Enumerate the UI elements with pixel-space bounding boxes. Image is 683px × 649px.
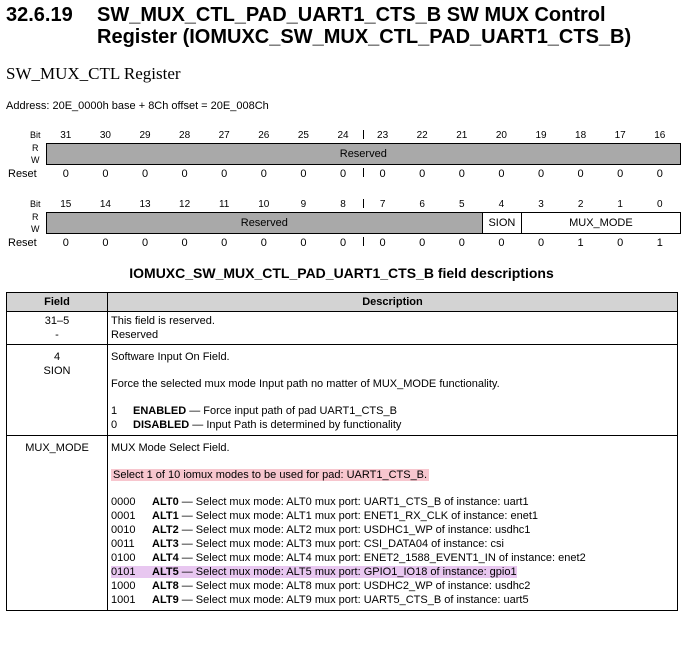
mux-mode-alt-name: ALT2 xyxy=(152,524,179,536)
reset-value: 0 xyxy=(102,237,109,249)
bit-number: 19 xyxy=(535,130,547,141)
register-field-reserved: Reserved xyxy=(46,143,681,165)
mux-mode-alt-name: ALT0 xyxy=(152,496,179,508)
field-name: MUX_MODE xyxy=(25,442,89,454)
bit-number: 31 xyxy=(60,130,72,141)
write-row-label: W xyxy=(31,224,40,234)
register-address: Address: 20E_0000h base + 8Ch offset = 20E_008Ch xyxy=(6,100,269,112)
option-name: DISABLED xyxy=(133,419,190,431)
mux-mode-alt-list xyxy=(111,495,674,607)
register-field-reserved: Reserved xyxy=(46,212,483,234)
mux-mode-code: 0100 xyxy=(111,552,136,564)
bit-number: 0 xyxy=(657,199,663,210)
reset-value: 0 xyxy=(300,168,307,180)
reset-value: 0 xyxy=(141,168,149,180)
sion-options-list xyxy=(111,404,674,432)
field-bits: 31–5 xyxy=(44,315,70,327)
mux-mode-alt-description: — Select mux mode: ALT1 mux port: ENET1_RX_CLK of instance: enet1 xyxy=(178,510,538,522)
mux-mode-code: 0011 xyxy=(111,538,135,550)
mux-mode-alt-description: — Select mux mode: ALT3 mux port: CSI_DATA04 of instance: csi xyxy=(178,538,504,550)
mux-mode-option xyxy=(111,551,674,565)
reset-value: 0 xyxy=(62,168,69,180)
option-value: 1 xyxy=(111,405,118,417)
bit-number: 17 xyxy=(614,130,626,141)
table-header-row xyxy=(7,293,678,312)
bit-number: 9 xyxy=(300,199,307,210)
sion-title: Software Input On Field. xyxy=(111,351,230,363)
register-field-sion: SION xyxy=(482,212,523,234)
bit-number: 1 xyxy=(617,199,623,210)
reset-value: 0 xyxy=(617,237,624,249)
reset-value: 0 xyxy=(221,237,228,249)
mux-mode-alt-name: ALT1 xyxy=(152,510,179,522)
section-title: SW_MUX_CTL_PAD_UART1_CTS_B SW MUX Control Register (IOMUXC_SW_MUX_CTL_PAD_UART1_CTS_B) xyxy=(97,4,632,48)
bit-row-label: Bit xyxy=(30,130,41,140)
reset-value: 0 xyxy=(102,168,109,180)
reset-value: 0 xyxy=(181,237,188,249)
sion-option xyxy=(111,404,674,418)
read-row-label: R xyxy=(32,143,39,153)
reset-value: 0 xyxy=(339,168,347,180)
reset-value: 1 xyxy=(577,237,584,249)
table-row-sion xyxy=(7,345,678,436)
mux-mode-option xyxy=(111,509,674,523)
option-description: — Force input path of pad UART1_CTS_B xyxy=(186,405,397,417)
mux-mode-alt-name: ALT3 xyxy=(152,538,179,550)
reserved-description: This field is reserved. xyxy=(111,315,215,327)
bit-number: 10 xyxy=(258,199,270,210)
bit-row-label: Bit xyxy=(30,199,41,209)
field-bits: 4 xyxy=(53,351,61,363)
reset-value: 0 xyxy=(458,168,465,180)
field-column-header: Field xyxy=(7,293,108,312)
mux-mode-option xyxy=(111,495,674,509)
description-cell-reserved xyxy=(108,312,678,345)
field-name: SION xyxy=(43,365,71,377)
option-value: 0 xyxy=(111,419,118,431)
bit-number: 16 xyxy=(654,130,666,141)
byte-divider-tick xyxy=(363,130,364,139)
reset-value: 0 xyxy=(221,168,228,180)
reset-value: 0 xyxy=(498,168,505,180)
bit-number: 8 xyxy=(340,199,346,210)
field-cell-mux-mode xyxy=(7,436,108,611)
bit-number: 24 xyxy=(337,130,349,141)
mux-mode-option xyxy=(111,537,674,551)
bit-number: 18 xyxy=(575,130,587,141)
mux-mode-alt-name: ALT9 xyxy=(152,594,179,606)
bit-number: 29 xyxy=(139,130,151,141)
bit-number: 28 xyxy=(179,130,191,141)
mux-mode-code: 0010 xyxy=(111,524,136,536)
mux-mode-alt-description: — Select mux mode: ALT5 mux port: GPIO1_IO18 of instance: gpio1 xyxy=(178,566,517,578)
mux-mode-option xyxy=(111,523,674,537)
bit-number: 26 xyxy=(258,130,270,141)
register-field-mux-mode: MUX_MODE xyxy=(521,212,680,234)
mux-mode-alt-name: ALT5 xyxy=(152,566,179,578)
reset-value: 0 xyxy=(537,168,545,180)
bit-number: 23 xyxy=(377,130,389,141)
reset-value: 0 xyxy=(498,237,505,249)
mux-mode-alt-description: — Select mux mode: ALT2 mux port: USDHC1_WP of instance: usdhc1 xyxy=(178,524,531,536)
select-note-highlight: Select 1 of 10 iomux modes to be used for pad: UART1_CTS_B. xyxy=(113,469,428,481)
bit-number: 12 xyxy=(179,199,191,210)
mux-mode-option xyxy=(111,579,674,593)
mux-mode-code: 0000 xyxy=(111,496,136,508)
reset-value: 0 xyxy=(300,237,307,249)
mux-mode-alt-description: — Select mux mode: ALT0 mux port: UART1_CTS_B of instance: uart1 xyxy=(178,496,529,508)
reset-row-label: Reset xyxy=(8,237,37,249)
bit-number: 20 xyxy=(495,130,507,141)
description-cell-mux-mode xyxy=(108,436,678,611)
reset-value: 0 xyxy=(379,168,386,180)
section-number: 32.6.19 xyxy=(6,4,73,26)
reset-value: 0 xyxy=(62,237,69,249)
mux-mode-code: 1001 xyxy=(111,594,136,606)
mux-mode-alt-name: ALT8 xyxy=(152,580,179,592)
reset-value: 0 xyxy=(419,237,426,249)
bit-number: 11 xyxy=(218,199,230,210)
reset-value: 0 xyxy=(656,168,663,180)
byte-divider-tick xyxy=(363,168,364,177)
field-descriptions-title: IOMUXC_SW_MUX_CTL_PAD_UART1_CTS_B field descriptions xyxy=(129,265,554,281)
bit-number: 22 xyxy=(416,130,428,141)
reset-value: 0 xyxy=(260,168,267,180)
mux-mode-code: 0001 xyxy=(111,510,136,522)
reserved-value: Reserved xyxy=(111,329,159,341)
mux-mode-code: 0101 xyxy=(111,566,136,578)
bit-number: 15 xyxy=(60,199,72,210)
field-cell-reserved xyxy=(7,312,108,345)
mux-mode-option xyxy=(111,593,674,607)
field-cell-sion xyxy=(7,345,108,436)
sion-option xyxy=(111,418,674,432)
reset-value: 0 xyxy=(577,168,584,180)
field-descriptions-table xyxy=(6,292,678,611)
bit-number: 30 xyxy=(99,130,111,141)
reset-value: 0 xyxy=(537,237,545,249)
reset-value: 0 xyxy=(181,168,188,180)
bit-number: 5 xyxy=(459,199,465,210)
bit-number: 3 xyxy=(538,199,544,210)
write-row-label: W xyxy=(31,155,40,165)
reset-value: 0 xyxy=(458,237,465,249)
sion-body: Force the selected mux mode Input path no matter of MUX_MODE functionality. xyxy=(111,378,500,390)
option-description: — Input Path is determined by functionality xyxy=(189,419,402,431)
reset-value: 0 xyxy=(260,237,267,249)
reset-value: 0 xyxy=(379,237,386,249)
bit-number: 4 xyxy=(498,199,505,210)
mux-mode-alt-description: — Select mux mode: ALT8 mux port: USDHC2_WP of instance: usdhc2 xyxy=(178,580,531,592)
mux-mode-code: 1000 xyxy=(111,580,136,592)
byte-divider-tick xyxy=(363,199,364,208)
mux-mode-title: MUX Mode Select Field. xyxy=(111,442,230,454)
reset-value: 1 xyxy=(656,237,663,249)
bit-number: 2 xyxy=(577,199,584,210)
bit-number: 13 xyxy=(139,199,151,210)
mux-mode-alt-name: ALT4 xyxy=(152,552,179,564)
bit-number: 27 xyxy=(218,130,230,141)
table-row-mux-mode xyxy=(7,436,678,611)
field-name: - xyxy=(55,329,59,341)
reset-row-label: Reset xyxy=(8,168,37,180)
reset-value: 0 xyxy=(617,168,624,180)
mux-mode-alt-description: — Select mux mode: ALT4 mux port: ENET2_1588_EVENT1_IN of instance: enet2 xyxy=(178,552,586,564)
mux-mode-alt-description: — Select mux mode: ALT9 mux port: UART5_CTS_B of instance: uart5 xyxy=(178,594,529,606)
bit-number: 14 xyxy=(99,199,111,210)
bit-number: 25 xyxy=(297,130,309,141)
bit-number: 7 xyxy=(379,199,386,210)
reset-value: 0 xyxy=(419,168,426,180)
table-row-reserved xyxy=(7,312,678,345)
mux-mode-option xyxy=(111,565,674,579)
read-row-label: R xyxy=(32,212,39,222)
reset-value: 0 xyxy=(339,237,347,249)
description-column-header: Description xyxy=(108,293,678,312)
byte-divider-tick xyxy=(363,237,364,246)
register-subtitle: SW_MUX_CTL Register xyxy=(6,64,181,83)
option-name: ENABLED xyxy=(133,405,187,417)
bit-number: 21 xyxy=(456,130,468,141)
description-cell-sion xyxy=(108,345,678,436)
bit-number: 6 xyxy=(419,199,425,210)
reset-value: 0 xyxy=(141,237,149,249)
